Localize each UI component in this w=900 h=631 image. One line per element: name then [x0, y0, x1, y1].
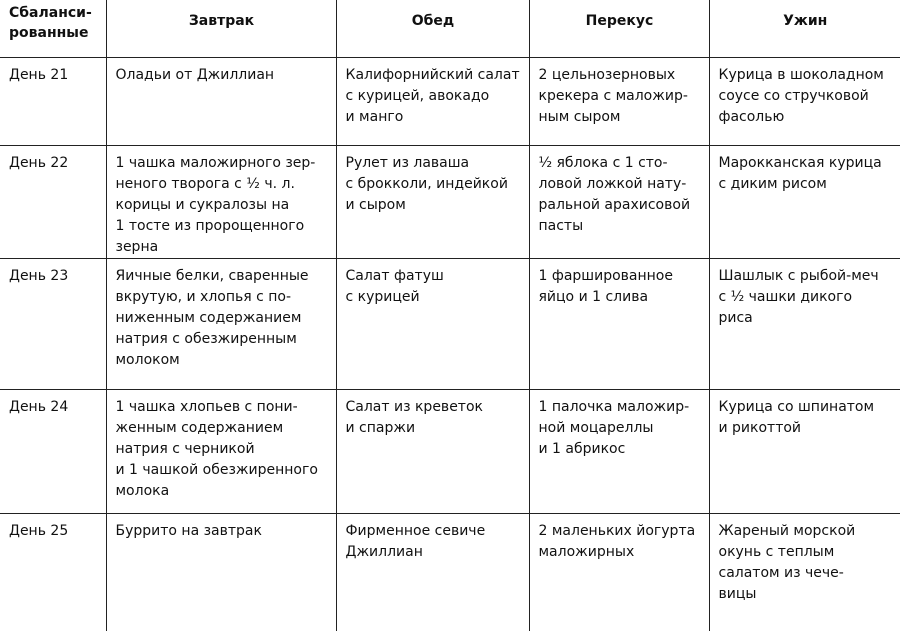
corner-header: Сбаланси- рованные — [0, 0, 106, 58]
day-cell: День 22 — [0, 146, 106, 259]
table-row — [0, 259, 900, 390]
header-breakfast: Завтрак — [106, 0, 336, 58]
lunch-cell: Калифорнийский салат с курицей, авокадо и манго — [336, 58, 529, 146]
dinner-cell: Курица со шпинатом и рикоттой — [709, 390, 900, 514]
lunch-cell: Салат фатуш с курицей — [336, 259, 529, 390]
day-cell: День 21 — [0, 58, 106, 146]
header-lunch: Обед — [336, 0, 529, 58]
dinner-cell: Шашлык с рыбой-меч с ¹⁄₂ чашки дикого риса — [709, 259, 900, 390]
day-cell: День 23 — [0, 259, 106, 390]
snack-cell: ¹⁄₂ яблока с 1 сто- ловой ложкой нату- ральной арахисовой пасты — [529, 146, 709, 259]
lunch-cell: Салат из креветок и спаржи — [336, 390, 529, 514]
lunch-cell: Фирменное севиче Джиллиан — [336, 514, 529, 631]
snack-cell: 1 фаршированное яйцо и 1 слива — [529, 259, 709, 390]
dinner-cell: Курица в шоколадном соусе со стручковой фасолью — [709, 58, 900, 146]
breakfast-cell: Яичные белки, сваренные вкрутую, и хлопья с по- ниженным содержанием натрия с обезжиренным молоком — [106, 259, 336, 390]
snack-cell: 2 маленьких йогурта маложирных — [529, 514, 709, 631]
day-cell: День 25 — [0, 514, 106, 631]
table-row — [0, 514, 900, 631]
day-cell: День 24 — [0, 390, 106, 514]
dinner-cell: Марокканская курица с диким рисом — [709, 146, 900, 259]
table-row — [0, 146, 900, 259]
snack-cell: 1 палочка маложир- ной моцареллы и 1 абрикос — [529, 390, 709, 514]
breakfast-cell: Оладьи от Джиллиан — [106, 58, 336, 146]
header-row — [0, 0, 900, 58]
snack-cell: 2 цельнозерновых крекера с маложир- ным сыром — [529, 58, 709, 146]
dinner-cell: Жареный морской окунь с теплым салатом из чече- вицы — [709, 514, 900, 631]
table-row — [0, 390, 900, 514]
breakfast-cell: 1 чашка маложирного зер- неного творога с ¹⁄₂ ч. л. корицы и сукралозы на 1 тосте из пророщенного зерна — [106, 146, 336, 259]
lunch-cell: Рулет из лаваша с брокколи, индейкой и сыром — [336, 146, 529, 259]
header-snack: Перекус — [529, 0, 709, 58]
header-dinner: Ужин — [709, 0, 900, 58]
breakfast-cell: Буррито на завтрак — [106, 514, 336, 631]
table-row — [0, 58, 900, 146]
breakfast-cell: 1 чашка хлопьев с пони- женным содержанием натрия с черникой и 1 чашкой обезжиренного молока — [106, 390, 336, 514]
